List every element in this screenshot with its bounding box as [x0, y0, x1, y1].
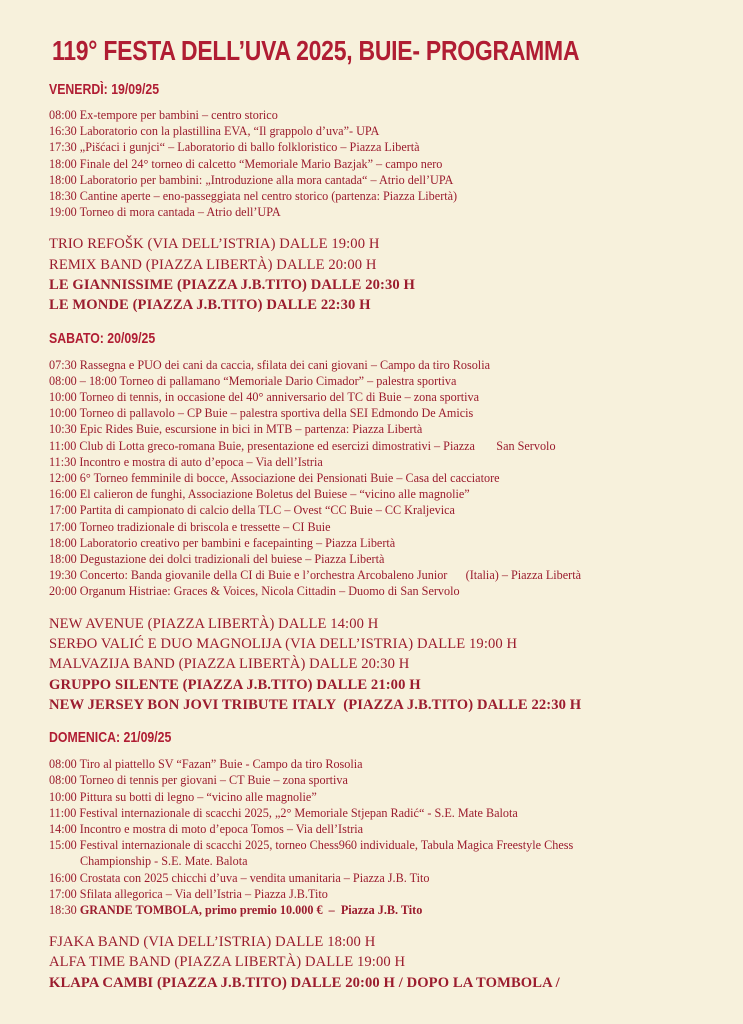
- event-item: 16:00 Crostata con 2025 chicchi d’uva – vendita umanitaria – Piazza J.B. Tito: [49, 870, 430, 885]
- event-item-tombola: [49, 902, 703, 918]
- concert-list-saturday: [49, 614, 703, 715]
- day-friday: [49, 81, 703, 316]
- event-list-sunday: [49, 756, 703, 918]
- event-item: 18:00 Laboratorio per bambini: „Introduzione alla mora cantada“ – Atrio dell’UPA: [49, 172, 454, 187]
- concert-item-headline: GRUPPO SILENTE (PIAZZA J.B.TITO) DALLE 21:00 H: [49, 676, 421, 693]
- page-title: 119° FESTA DELL’UVA 2025, BUIE- PROGRAMMA: [52, 35, 580, 66]
- event-item-continuation: Championship - S.E. Mate. Balota: [80, 854, 248, 869]
- event-item: 07:30 Rassegna e PUO dei cani da caccia, sfilata dei cani giovani – Campo da tiro Rosolia: [49, 357, 490, 372]
- event-item: 16:30 Laboratorio con la plastillina EVA, “Il grappolo d’uva”- UPA: [49, 124, 380, 139]
- concert-item-headline: LE MONDE (PIAZZA J.B.TITO) DALLE 22:30 H: [49, 297, 371, 314]
- concert-item-headline: LE GIANNISSIME (PIAZZA J.B.TITO) DALLE 20:30 H: [49, 277, 416, 294]
- event-item: 18:00 Laboratorio creativo per bambini e facepainting – Piazza Libertà: [49, 535, 396, 550]
- event-item: 10:00 Torneo di pallavolo – CP Buie – palestra sportiva della SEI Edmondo De Amicis: [49, 406, 474, 421]
- concert-list-friday: [49, 234, 703, 315]
- day-saturday: [49, 330, 703, 716]
- event-item: 08:00 Tiro al piattello SV “Fazan” Buie - Campo da tiro Rosolia: [49, 757, 363, 772]
- event-item: 10:00 Torneo di tennis, in occasione del 40° anniversario del TC di Buie – zona sportiva: [49, 390, 480, 405]
- event-item: 08:00 – 18:00 Torneo di pallamano “Memoriale Dario Cimador” – palestra sportiva: [49, 373, 457, 388]
- event-item: 11:00 Festival internazionale di scacchi 2025, „2° Memoriale Stjepan Radić“ - S.E. Mate Balota: [49, 805, 518, 820]
- event-item: 10:30 Epic Rides Buie, escursione in bici in MTB – partenza: Piazza Libertà: [49, 422, 423, 437]
- event-highlight: GRANDE TOMBOLA, primo premio 10.000 € – Piazza J.B. Tito: [79, 902, 423, 917]
- day-heading-saturday: SABATO: 20/09/25: [49, 329, 156, 347]
- day-heading-sunday: DOMENICA: 21/09/25: [49, 729, 172, 747]
- concert-list-sunday: [49, 932, 703, 993]
- day-heading-friday: VENERDÌ: 19/09/25: [49, 81, 160, 98]
- concert-item: ALFA TIME BAND (PIAZZA LIBERTÀ) DALLE 19:00 H: [49, 954, 406, 971]
- event-item: 11:30 Incontro e mostra di auto d’epoca – Via dell’Istria: [49, 454, 323, 469]
- event-list-friday: [49, 107, 703, 220]
- event-list-saturday: [49, 357, 703, 600]
- event-item: 08:00 Torneo di tennis per giovani – CT Buie – zona sportiva: [49, 773, 348, 788]
- event-item: 19:00 Torneo di mora cantada – Atrio dell’UPA: [49, 205, 281, 220]
- event-item: 08:00 Ex-tempore per bambini – centro storico: [49, 108, 278, 122]
- event-item: 11:00 Club di Lotta greco-romana Buie, presentazione ed esercizi dimostrativi – Piazza San Servolo: [49, 438, 556, 453]
- event-item: 12:00 6° Torneo femminile di bocce, Associazione dei Pensionati Buie – Casa del cacciatore: [49, 471, 500, 486]
- event-item: 17:00 Partita di campionato di calcio della TLC – Ovest “CC Buie – CC Kraljevica: [49, 503, 455, 518]
- event-item: 17:00 Sfilata allegorica – Via dell’Istria – Piazza J.B.Tito: [49, 886, 328, 901]
- concert-item-headline: KLAPA CAMBI (PIAZZA J.B.TITO) DALLE 20:00 H / DOPO LA TOMBOLA /: [49, 974, 560, 991]
- event-item: 15:00 Festival internazionale di scacchi 2025, torneo Chess960 individuale, Tabula Magica Freestyle Chess: [49, 838, 574, 853]
- concert-item: REMIX BAND (PIAZZA LIBERTÀ) DALLE 20:00 H: [49, 256, 377, 273]
- concert-item: SERĐO VALIĆ E DUO MAGNOLIJA (VIA DELL’ISTRIA) DALLE 19:00 H: [49, 635, 518, 652]
- event-item: 19:30 Concerto: Banda giovanile della CI di Buie e l’orchestra Arcobaleno Junior (Italia) – Piazza Libertà: [49, 568, 582, 583]
- concert-item: NEW AVENUE (PIAZZA LIBERTÀ) DALLE 14:00 H: [49, 615, 379, 632]
- event-item: 14:00 Incontro e mostra di moto d’epoca Tomos – Via dell’Istria: [49, 821, 364, 836]
- concert-item: MALVAZIJA BAND (PIAZZA LIBERTÀ) DALLE 20:30 H: [49, 656, 410, 673]
- event-item: 10:00 Pittura su botti di legno – “vicino alle magnolie”: [49, 789, 317, 804]
- concert-item: TRIO REFOŠK (VIA DELL’ISTRIA) DALLE 19:00 H: [49, 236, 380, 253]
- concert-item-headline: NEW JERSEY BON JOVI TRIBUTE ITALY (PIAZZA J.B.TITO) DALLE 22:30 H: [49, 696, 582, 713]
- event-item: 18:00 Degustazione dei dolci tradizionali del buiese – Piazza Libertà: [49, 552, 385, 567]
- event-item: 16:00 El calieron de funghi, Associazione Boletus del Buiese – “vicino alle magnolie”: [49, 487, 470, 502]
- event-item: 17:30 „Pišćaci i gunjci“ – Laboratorio di ballo folkloristico – Piazza Libertà: [49, 140, 420, 155]
- event-item: 17:00 Torneo tradizionale di briscola e tressette – CI Buie: [49, 519, 331, 534]
- day-sunday: [49, 729, 703, 993]
- event-item: 18:00 Finale del 24° torneo di calcetto “Memoriale Mario Bazjak” – campo nero: [49, 156, 443, 171]
- event-item: 20:00 Organum Histriae: Graces & Voices, Nicola Cittadin – Duomo di San Servolo: [49, 584, 460, 599]
- event-time: 18:30: [49, 902, 77, 917]
- event-item: 18:30 Cantine aperte – eno-passeggiata nel centro storico (partenza: Piazza Libertà): [49, 189, 458, 204]
- concert-item: FJAKA BAND (VIA DELL’ISTRIA) DALLE 18:00 H: [49, 934, 376, 951]
